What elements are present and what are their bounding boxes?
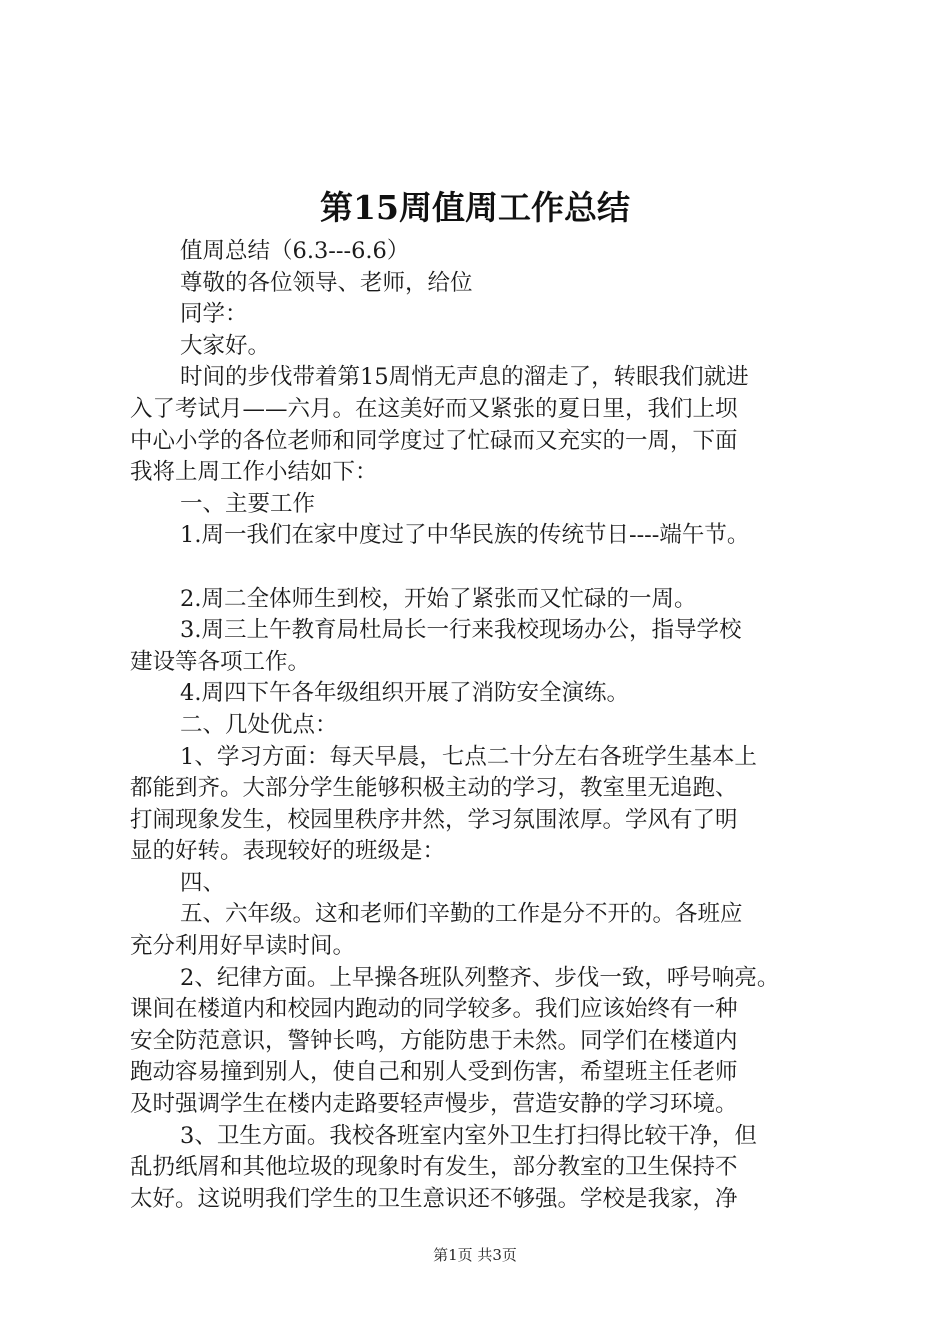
document-body <box>130 236 835 1215</box>
paragraph-line: 打闹现象发生，校园里秩序井然，学习氛围浓厚。学风有了明 <box>130 806 738 833</box>
paragraph-line: 大家好。 <box>180 332 271 359</box>
paragraph-line: 2.周二全体师生到校，开始了紧张而又忙碌的一周。 <box>180 585 697 612</box>
paragraph-line: 安全防范意识，警钟长鸣，方能防患于未然。同学们在楼道内 <box>130 1027 738 1054</box>
paragraph-line: 跑动容易撞到别人，使自己和别人受到伤害，希望班主任老师 <box>130 1059 738 1086</box>
paragraph-line: 充分利用好早读时间。 <box>130 933 356 960</box>
blank-line <box>130 552 835 584</box>
document-title: 第15周值周工作总结 <box>320 188 630 227</box>
paragraph-line: 值周总结（6.3---6.6） <box>180 238 410 264</box>
section-heading: 二、几处优点： <box>180 711 338 738</box>
paragraph-line: 时间的步伐带着第15周悄无声息的溜走了，转眼我们就进 <box>180 364 749 391</box>
paragraph-line: 五、六年级。这和老师们辛勤的工作是分不开的。各班应 <box>180 901 743 928</box>
paragraph-line: 中心小学的各位老师和同学度过了忙碌而又充实的一周，下面 <box>130 427 738 454</box>
paragraph-line: 建设等各项工作。 <box>130 648 311 675</box>
paragraph-line: 显的好转。表现较好的班级是： <box>130 838 446 865</box>
paragraph-line: 3、卫生方面。我校各班室内室外卫生打扫得比较干净，但 <box>180 1122 757 1149</box>
section-heading: 一、主要工作 <box>180 490 316 517</box>
paragraph-line: 入了考试月——六月。在这美好而又紧张的夏日里，我们上坝 <box>130 395 738 422</box>
paragraph-line: 2、纪律方面。上早操各班队列整齐、步伐一致，呼号响亮。 <box>180 964 780 991</box>
paragraph-line: 四、 <box>180 869 226 896</box>
paragraph-line: 尊敬的各位领导、老师，给位 <box>180 269 473 296</box>
paragraph-line: 我将上周工作小结如下： <box>130 459 378 486</box>
paragraph-line: 都能到齐。大部分学生能够积极主动的学习，教室里无追跑、 <box>130 775 738 802</box>
paragraph-line: 1、学习方面：每天早晨，七点二十分左右各班学生基本上 <box>180 743 757 770</box>
paragraph-line: 太好。这说明我们学生的卫生意识还不够强。学校是我家，净 <box>130 1185 738 1212</box>
paragraph-line: 1.周一我们在家中度过了中华民族的传统节日----端午节。 <box>180 522 750 549</box>
paragraph-line: 乱扔纸屑和其他垃圾的现象时有发生，部分教室的卫生保持不 <box>130 1154 738 1181</box>
paragraph-line: 3.周三上午教育局杜局长一行来我校现场办公，指导学校 <box>180 617 742 644</box>
paragraph-line: 课间在楼道内和校园内跑动的同学较多。我们应该始终有一种 <box>130 996 738 1023</box>
paragraph-line: 4.周四下午各年级组织开展了消防安全演练。 <box>180 680 629 707</box>
page-number-footer: 第1页 共3页 <box>433 1246 517 1264</box>
paragraph-line: 同学： <box>180 301 248 328</box>
paragraph-line: 及时强调学生在楼内走路要轻声慢步，营造安静的学习环境。 <box>130 1091 738 1118</box>
